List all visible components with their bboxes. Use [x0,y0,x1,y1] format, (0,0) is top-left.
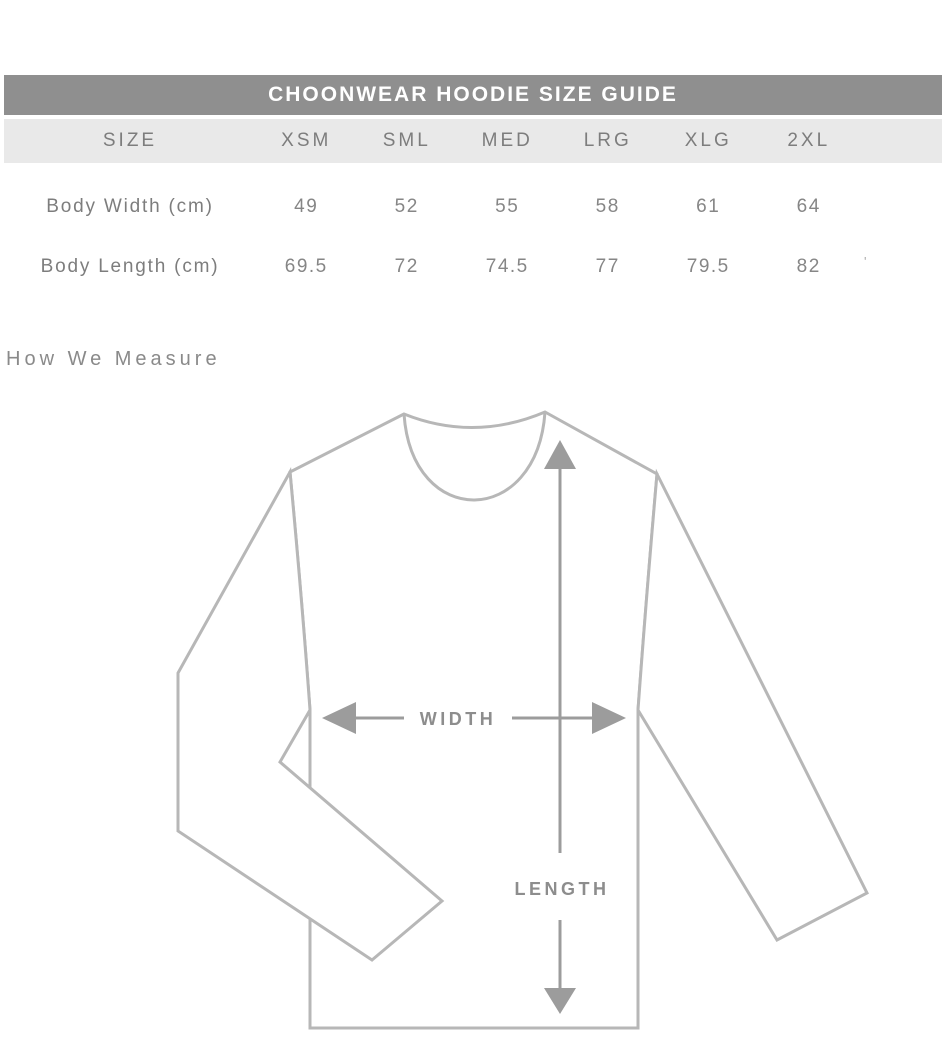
garment-right-sleeve [638,474,867,940]
body-length-xlg: 79.5 [686,256,730,277]
column-header-xsm: XSM [281,130,332,151]
body-width-xlg: 61 [696,196,721,217]
body-width-med: 55 [495,196,520,217]
size-guide-title: CHOONWEAR HOODIE SIZE GUIDE [268,83,678,106]
body-length-lrg: 77 [595,256,620,277]
stray-mark: ' [864,254,867,269]
body-width-sml: 52 [394,196,419,217]
column-header-lrg: LRG [583,130,632,151]
how-we-measure-heading: How We Measure [6,348,221,370]
body-width-2xl: 64 [796,196,821,217]
body-length-med: 74.5 [485,256,529,277]
body-width-xsm: 49 [294,196,319,217]
column-header-2xl: 2XL [787,130,831,151]
column-header-xlg: XLG [684,130,732,151]
body-length-2xl: 82 [796,256,821,277]
body-length-xsm: 69.5 [284,256,328,277]
length-label: LENGTH [514,879,610,899]
body-width-label: Body Width (cm) [46,196,214,217]
column-header-size: SIZE [102,130,158,151]
body-length-label: Body Length (cm) [40,256,220,277]
column-header-sml: SML [382,130,431,151]
width-label: WIDTH [419,709,497,729]
column-header-med: MED [481,130,533,151]
body-length-sml: 72 [394,256,419,277]
body-width-lrg: 58 [595,196,620,217]
